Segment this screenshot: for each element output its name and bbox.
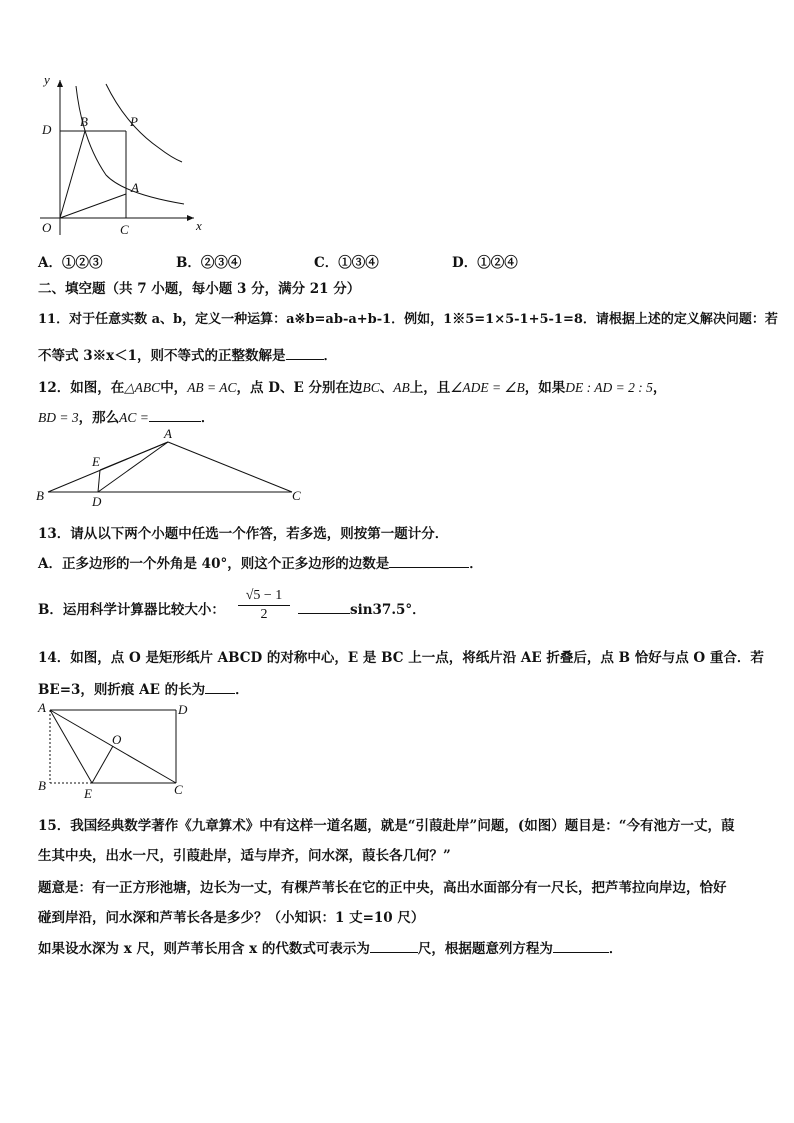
q13-a-blank <box>389 555 469 568</box>
q12-text-b: 中， <box>160 380 188 396</box>
option-d: D．①②④ <box>452 255 518 271</box>
q12-angle: ∠ADE = ∠B <box>450 380 525 395</box>
rect-label-a: A <box>38 700 46 715</box>
option-a: A．①②③ <box>38 255 103 271</box>
rect-label-d: D <box>178 702 188 717</box>
q14-end: ． <box>235 682 249 698</box>
q12-text-a: 12．如图，在 <box>38 380 125 396</box>
rectangle-diagram <box>36 700 196 802</box>
rect-label-c: C <box>174 782 183 797</box>
rect-label-b: B <box>38 778 46 793</box>
q11-line2 <box>38 344 337 364</box>
q12-triangle: △ABC <box>124 380 161 395</box>
q12-eq1: AB = AC <box>187 380 237 395</box>
q13-a-end: ． <box>469 556 483 572</box>
label-c: C <box>120 222 129 237</box>
tri-label-e: E <box>92 454 100 469</box>
q12-end: ． <box>200 410 215 426</box>
q15-end: ． <box>608 941 623 957</box>
label-y: y <box>44 72 50 87</box>
label-p: P <box>130 114 138 129</box>
q13-lineB-end <box>298 598 426 618</box>
q12-line1 <box>38 376 666 396</box>
figure-hyperbola <box>34 70 214 242</box>
q12-text-e: ，如果 <box>524 380 566 396</box>
q13-a-text: A．正多边形的一个外角是 40°，则这个正多边形的边数是 <box>38 556 390 572</box>
fraction-numerator: √5 − 1 <box>238 588 290 606</box>
q13-lineA <box>38 552 483 572</box>
q13-b-blank <box>298 601 350 614</box>
tri-label-a: A <box>164 426 172 441</box>
q12-ab: AB <box>393 380 410 395</box>
q13-lineB <box>38 598 225 618</box>
label-x: x <box>196 218 202 233</box>
q15-text-b: 尺，根据题意列方程为 <box>417 941 553 957</box>
q14-line1: 14．如图，点 O 是矩形纸片 ABCD 的对称中心，E 是 BC 上一点，将纸片沿 AE 折叠后，点 B 恰好与点 O 重合．若 <box>38 650 764 666</box>
label-a: A <box>131 180 139 195</box>
q15-line5 <box>38 937 622 957</box>
q12-ac: AC = <box>119 410 149 425</box>
q12-sep: 、 <box>379 380 394 396</box>
q12-text-d: 上，且 <box>409 380 451 396</box>
q11-answer-blank <box>286 347 324 360</box>
q13-b-end: sin37.5°． <box>350 602 426 618</box>
q12-ratio: DE : AD = 2 : 5 <box>565 380 653 395</box>
option-b: B．②③④ <box>176 255 242 271</box>
q13-fraction <box>238 588 290 623</box>
q14-line2 <box>38 678 249 698</box>
q15-blank-2 <box>553 940 609 953</box>
tri-label-c: C <box>292 488 301 503</box>
q12-answer-blank <box>149 409 201 422</box>
q12-text-f: ， <box>652 380 667 396</box>
section-heading: 二、填空题（共 7 小题，每小题 3 分，满分 21 分） <box>38 281 361 297</box>
q12-text-g: ，那么 <box>78 410 120 426</box>
q11-end: ． <box>323 348 338 364</box>
q14-answer-blank <box>205 681 235 694</box>
rect-label-o: O <box>112 732 122 747</box>
label-o: O <box>42 220 52 235</box>
q12-line2 <box>38 406 214 426</box>
q12-text-c: ，点 D、E 分别在边 <box>236 380 363 396</box>
q12-bc: BC <box>362 380 380 395</box>
tri-label-b: B <box>36 488 44 503</box>
q15-line2: 生其中央，出水一尺，引葭赴岸，适与岸齐，问水深，葭长各几何？” <box>38 848 451 864</box>
figure-rectangle <box>36 700 196 802</box>
q15-blank-1 <box>370 940 418 953</box>
fraction-denominator: 2 <box>260 607 268 622</box>
figure-triangle <box>36 426 306 509</box>
q14-text: BE=3，则折痕 AE 的长为 <box>38 682 206 698</box>
q15-text-a: 如果设水深为 x 尺，则芦苇长用含 x 的代数式可表示为 <box>38 941 370 957</box>
q15-line1: 15．我国经典数学著作《九章算术》中有这样一道名题，就是“引葭赴岸”问题，(如图）题目是：“今有池方一丈，葭 <box>38 818 735 834</box>
q13-line1: 13．请从以下两个小题中任选一个作答，若多选，则按第一题计分． <box>38 526 449 542</box>
q11-text: 不等式 3※x＜1，则不等式的正整数解是 <box>38 348 286 364</box>
label-b: B <box>80 114 88 129</box>
hyperbola-graph <box>34 70 214 242</box>
q15-line4: 碰到岸沿，问水深和芦苇长各是多少？（小知识：1 丈=10 尺） <box>38 910 425 926</box>
tri-label-d: D <box>92 494 102 509</box>
q15-line3: 题意是：有一正方形池塘，边长为一丈，有棵芦苇长在它的正中央，高出水面部分有一尺长，把芦苇拉向岸边，恰好 <box>38 880 727 896</box>
q11-line1: 11．对于任意实数 a、b，定义一种运算：a※b=ab-a+b-1．例如，1※5=1×5-1+5-1=8．请根据上述的定义解决问题：若 <box>38 312 778 327</box>
label-d: D <box>42 122 52 137</box>
rect-label-e: E <box>84 786 92 801</box>
option-c: C．①③④ <box>314 255 379 271</box>
q13-b-text: B．运用科学计算器比较大小： <box>38 602 225 618</box>
q12-bd: BD = 3 <box>38 410 79 425</box>
